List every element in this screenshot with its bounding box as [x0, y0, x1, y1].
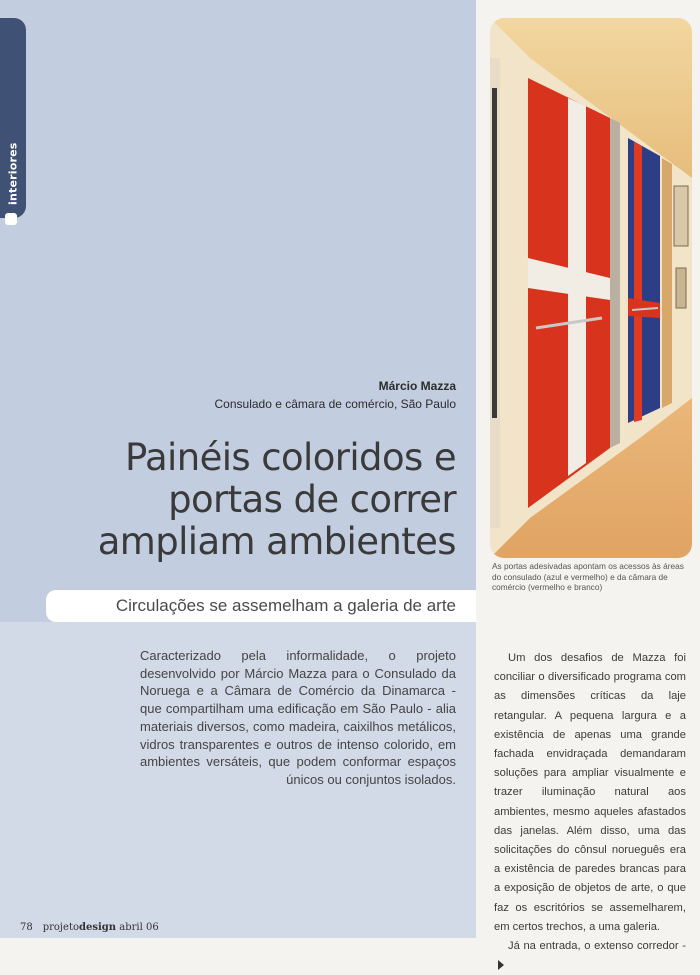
headline-line: Painéis coloridos e — [124, 436, 456, 479]
lead-paragraph: Caracterizado pela informalidade, o projeto desenvolvido por Márcio Mazza para o Consulado da Noruega e a Câmara de Comércio da Dinamarca - que compartilham uma edificação em São Paulo - alia materiais diversos, como madeira, caixilhos metálicos, vidros transparentes e outros de intenso colorido, em ambientes versáteis, que podem conformar espaços únicos ou conjuntos isolados. — [140, 648, 456, 787]
issue-date: abril 06 — [119, 922, 159, 933]
project-location: Consulado e câmara de comércio, São Paulo — [214, 397, 456, 411]
page-number: 78 — [20, 922, 33, 933]
magazine-name-part: projeto — [42, 922, 79, 933]
body-paragraph-text: Já na entrada, o extenso corredor - — [508, 940, 686, 953]
magazine-name-part: design — [79, 922, 117, 933]
corridor-photo — [490, 18, 692, 558]
body-text — [494, 649, 686, 975]
author-name: Márcio Mazza — [378, 379, 456, 393]
body-paragraph — [494, 937, 686, 975]
section-tab-label: interiores — [6, 142, 20, 206]
headline — [36, 437, 456, 563]
section-tab-square-icon — [5, 213, 17, 225]
page-footer — [20, 922, 159, 933]
headline-line: portas de correr — [168, 478, 456, 521]
photo-caption: As portas adesivadas apontam os acessos às áreas do consulado (azul e vermelho) e da câmara de comércio (vermelho e branco) — [492, 561, 684, 592]
continue-arrow-icon — [498, 960, 504, 970]
headline-line: ampliam ambientes — [97, 520, 456, 563]
subtitle: Circulações se assemelham a galeria de arte — [115, 596, 456, 615]
body-paragraph: Um dos desafios de Mazza foi conciliar o diversificado programa com as dimensões críticas da laje retangular. A pequena largura e a existência de apenas uma grande fachada envidraçada demandaram soluções para ampliar visualmente e trazer iluminação natural aos ambientes, mesmo aqueles afastados das janelas. Além disso, uma das solicitações do cônsul norueguês era a existência de paredes brancas para a exposição de objetos de arte, o que faz os escritórios se assemelharem, em certos trechos, a uma galeria. — [494, 652, 686, 933]
section-tab — [0, 18, 26, 218]
